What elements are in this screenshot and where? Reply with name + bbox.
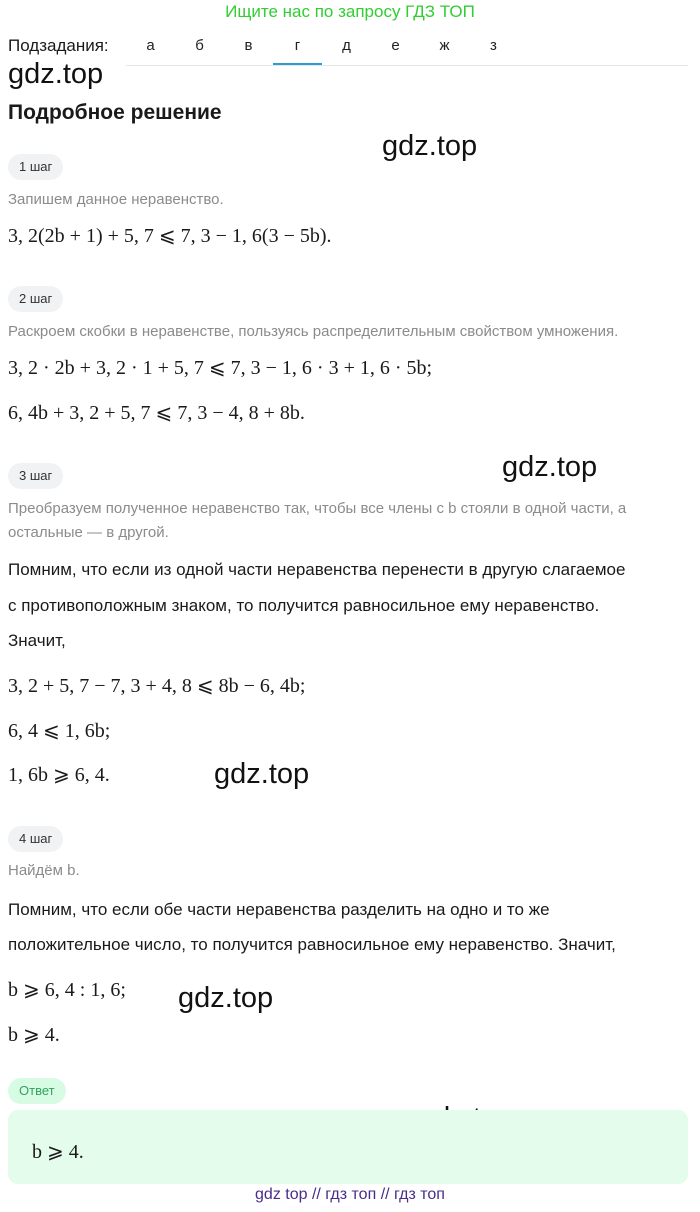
watermark: gdz.top [382, 130, 478, 162]
tab-zh[interactable]: ж [439, 37, 450, 54]
subtask-tabs [126, 34, 518, 66]
tab-z[interactable]: з [490, 37, 497, 54]
subtasks-label: Подзадания: [8, 36, 109, 55]
step-badge: 1 шаг [8, 154, 63, 180]
footer-links[interactable]: gdz top // гдз топ // гдз топ [255, 1186, 445, 1203]
step-badge: 3 шаг [8, 463, 63, 489]
step-badge: 4 шаг [8, 826, 63, 852]
math-line: b ⩾ 6, 4 : 1, 6; [8, 979, 126, 1001]
tab-a[interactable]: а [146, 37, 155, 54]
tab-d[interactable]: д [342, 37, 351, 54]
tab-v[interactable]: в [244, 37, 253, 54]
explanation-text: с противоположным знаком, то получится равносильное ему неравенство. [8, 596, 600, 615]
tab-b[interactable]: б [195, 37, 204, 54]
watermark: gdz.top [178, 982, 274, 1014]
page-title: Подробное решение [8, 101, 222, 124]
tab-e[interactable]: е [391, 37, 400, 54]
watermark: gdz.top [214, 758, 310, 790]
step-note: Запишем данное неравенство. [8, 191, 224, 208]
tabs-divider [126, 65, 688, 66]
explanation-text: Помним, что если из одной части неравенства перенести в другую слагаемое [8, 560, 626, 579]
math-line: 3, 2(2b + 1) + 5, 7 ⩽ 7, 3 − 1, 6(3 − 5b). [8, 225, 332, 247]
watermark: gdz.top [8, 58, 104, 90]
step-note: Раскроем скобки в неравенстве, пользуясь распределительным свойством умножения. [8, 323, 619, 340]
math-line: 6, 4 ⩽ 1, 6b; [8, 720, 111, 742]
answer-value: b ⩾ 4. [32, 1141, 84, 1163]
watermark: gdz.top [502, 451, 598, 483]
tab-g[interactable]: г [273, 34, 322, 66]
step-badge: 2 шаг [8, 286, 63, 312]
search-hint-banner: Ищите нас по запросу ГДЗ ТОП [225, 2, 475, 21]
math-line: 3, 2 · 2b + 3, 2 · 1 + 5, 7 ⩽ 7, 3 − 1, 6 · 3 + 1, 6 · 5b; [8, 357, 433, 379]
answer-box [8, 1110, 688, 1184]
answer-badge: Ответ [8, 1078, 66, 1104]
math-line: b ⩾ 4. [8, 1024, 60, 1046]
step-note: остальные — в другой. [8, 524, 169, 541]
explanation-text: положительное число, то получится равносильное ему неравенство. Значит, [8, 935, 616, 954]
math-line: 1, 6b ⩾ 6, 4. [8, 764, 110, 786]
step-note: Преобразуем полученное неравенство так, чтобы все члены с b стояли в одной части, а [8, 500, 627, 517]
math-line: 3, 2 + 5, 7 − 7, 3 + 4, 8 ⩽ 8b − 6, 4b; [8, 675, 306, 697]
step-note: Найдём b. [8, 862, 80, 879]
explanation-text: Помним, что если обе части неравенства разделить на одно и то же [8, 900, 550, 919]
math-line: 6, 4b + 3, 2 + 5, 7 ⩽ 7, 3 − 4, 8 + 8b. [8, 402, 305, 424]
explanation-text: Значит, [8, 631, 66, 650]
